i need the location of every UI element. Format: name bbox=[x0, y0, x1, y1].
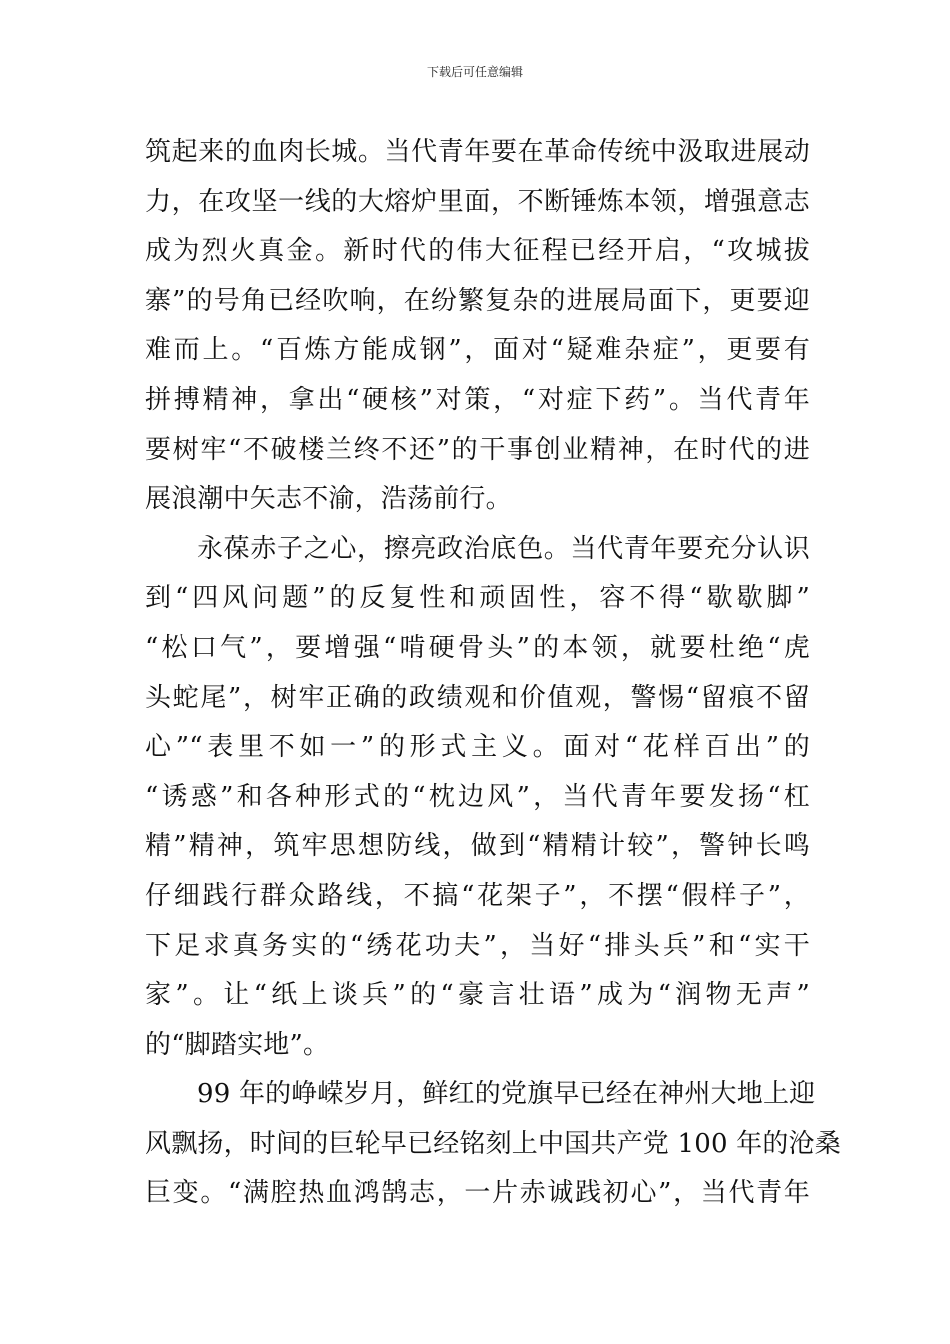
page-header bbox=[0, 64, 950, 80]
text-line: 难而上。“百炼方能成钢”，面对“疑难杂症”，更要有 bbox=[145, 335, 810, 366]
text-line: 风飘扬，时间的巨轮早已经铭刻上中国共产党 100 年的沧桑 bbox=[145, 1128, 841, 1159]
text-line: 寨”的号角已经吹响，在纷繁复杂的进展局面下，更要迎 bbox=[145, 285, 810, 316]
text-line: 巨变。“满腔热血鸿鹄志，一片赤诚践初心”，当代青年 bbox=[145, 1178, 810, 1209]
text-line: 仔细践行群众路线，不搞“花架子”，不摆“假样子”， bbox=[145, 880, 810, 911]
text-line: 力，在攻坚一线的大熔炉里面，不断锤炼本领，增强意志 bbox=[145, 186, 810, 217]
paragraph-1 bbox=[145, 128, 810, 525]
text-line: 要树牢“不破楼兰终不还”的干事创业精神，在时代的进 bbox=[145, 434, 810, 465]
text-line: “诱惑”和各种形式的“枕边风”，当代青年要发扬“杠 bbox=[145, 781, 810, 812]
text-line: 展浪潮中矢志不渝，浩荡前行。 bbox=[145, 484, 512, 515]
text-line: “松口气”，要增强“啃硬骨头”的本领，就要杜绝“虎 bbox=[145, 632, 810, 663]
text-line: 99 年的峥嵘岁月，鲜红的党旗早已经在神州大地上迎 bbox=[197, 1079, 816, 1110]
paragraph-3 bbox=[145, 1070, 841, 1219]
paragraph-2 bbox=[145, 525, 810, 1071]
text-line: 的“脚踏实地”。 bbox=[145, 1029, 330, 1060]
document-body bbox=[145, 128, 841, 1219]
text-line: 下足求真务实的“绣花功夫”，当好“排头兵”和“实干 bbox=[145, 930, 810, 961]
text-line: 成为烈火真金。新时代的伟大征程已经开启，“攻城拔 bbox=[145, 236, 810, 267]
text-line: 到“四风问题”的反复性和顽固性，容不得“歇歇脚” bbox=[145, 583, 810, 614]
text-line: 筑起来的血肉长城。当代青年要在革命传统中汲取进展动 bbox=[145, 137, 810, 167]
text-line: 心”“表里不如一”的形式主义。面对“花样百出”的 bbox=[145, 732, 810, 763]
text-line: 头蛇尾”，树牢正确的政绩观和价值观，警惕“留痕不留 bbox=[145, 682, 810, 713]
header-text: 下载后可任意编辑 bbox=[426, 65, 523, 79]
text-line: 永葆赤子之心，擦亮政治底色。当代青年要充分认识 bbox=[197, 533, 810, 564]
text-line: 家”。让“纸上谈兵”的“豪言壮语”成为“润物无声” bbox=[145, 980, 810, 1011]
text-line: 拼搏精神，拿出“硬核”对策，“对症下药”。当代青年 bbox=[145, 384, 810, 415]
text-line: 精”精神，筑牢思想防线，做到“精精计较”，警钟长鸣 bbox=[145, 831, 810, 862]
